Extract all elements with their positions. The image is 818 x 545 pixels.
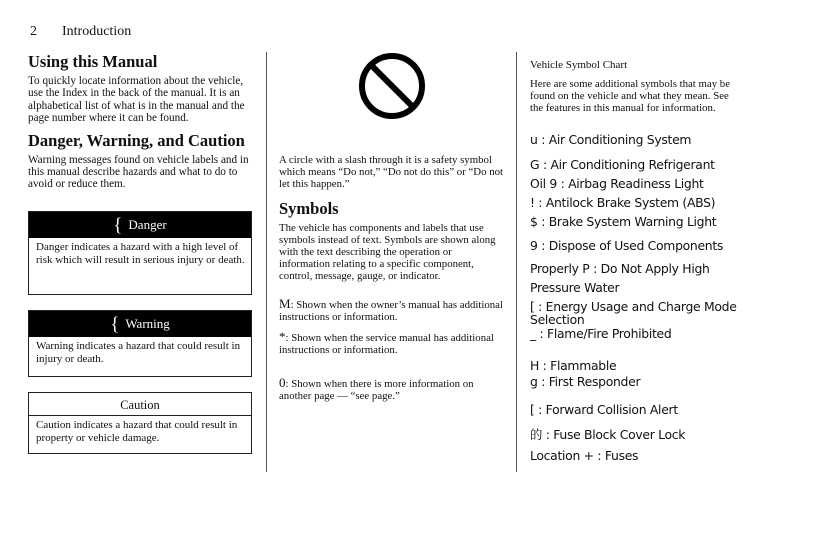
danger-box-text: Danger indicates a hazard with a high level of risk which will result in serious injury or death.	[36, 241, 245, 266]
symbol-item: G : Air Conditioning Refrigerant	[530, 157, 715, 172]
symbol-item: $ : Brake System Warning Light	[530, 214, 717, 229]
vehicle-symbol-chart-intro: Here are some additional symbols that may be found on the vehicle and what they mean. See the features in this manual for information.	[530, 78, 730, 114]
symbol-item: Properly P : Do Not Apply High	[530, 261, 710, 276]
warning-box-text: Warning indicates a hazard that could result in injury or death.	[36, 340, 241, 365]
symbol-item: 的 : Fuse Block Cover Lock	[530, 427, 686, 442]
danger-box	[28, 211, 252, 295]
warning-box-header	[29, 311, 251, 337]
symbol-item: Oil 9 : Airbag Readiness Light	[530, 176, 704, 191]
service-manual-icon: *	[279, 329, 286, 344]
owner-manual-icon: M	[279, 296, 291, 311]
danger-warning-caution-text: Warning messages found on vehicle labels and in this manual describe hazards and what to do to avoid or reduce them.	[28, 153, 249, 191]
caution-box-text: Caution indicates a hazard that could result in property or vehicle damage.	[36, 419, 238, 444]
danger-warning-caution-heading: Danger, Warning, and Caution	[28, 130, 245, 150]
circle-slash-description: A circle with a slash through it is a safety symbol which means “Do not,” “Do not do this” or “Do not let this happen.”	[279, 154, 503, 190]
warning-symbol-icon: {	[110, 314, 120, 335]
column-1	[28, 52, 252, 191]
warning-box	[28, 310, 252, 377]
column-divider	[266, 52, 267, 472]
symbol-item: H : Flammable	[530, 358, 617, 373]
symbol-item: ! : Antilock Brake System (ABS)	[530, 195, 716, 210]
service-manual-symbol-note: *: Shown when the service manual has additional instructions or information.	[279, 329, 494, 356]
section-title: Introduction	[62, 24, 132, 39]
warning-symbol-icon: {	[113, 215, 123, 236]
column-divider	[516, 52, 517, 472]
warning-label: Warning	[125, 316, 170, 331]
using-manual-heading: Using this Manual	[28, 52, 158, 71]
symbol-item: Pressure Water	[530, 280, 620, 295]
see-page-symbol-note: 0: Shown when there is more information on another page — “see page.”	[279, 375, 474, 402]
symbol-item: Location + : Fuses	[530, 448, 639, 463]
symbol-item: 9 : Dispose of Used Components	[530, 238, 724, 253]
danger-label: Danger	[128, 217, 167, 232]
symbol-item: [ : Forward Collision Alert	[530, 402, 678, 417]
using-manual-text: To quickly locate information about the vehicle, use the Index in the back of the manual. It is an alphabetical list of what is in the manual and the page number where it can be found.	[28, 75, 245, 125]
symbols-text: The vehicle has components and labels that use symbols instead of text. Symbols are shown along with the text describing the operation or information relating to a specific component, control, message, gauge, or indicator.	[279, 222, 496, 282]
do-not-circle-slash-icon	[354, 50, 430, 122]
page-number: 2	[30, 24, 37, 39]
symbol-item: Selection	[530, 312, 585, 327]
caution-box	[28, 392, 252, 454]
symbol-item: _ : Flame/Fire Prohibited	[530, 326, 672, 341]
symbols-heading: Symbols	[279, 199, 339, 218]
symbol-item: u : Air Conditioning System	[530, 132, 692, 147]
symbol-item: g : First Responder	[530, 374, 641, 389]
see-page-icon: 0	[279, 375, 286, 390]
danger-box-header	[29, 212, 251, 238]
owner-manual-symbol-note: M: Shown when the owner’s manual has additional instructions or information.	[279, 296, 503, 323]
symbols-section	[279, 199, 503, 282]
vehicle-symbol-chart-title: Vehicle Symbol Chart	[530, 59, 628, 71]
caution-label: Caution	[29, 393, 251, 416]
symbol-item: [ : Energy Usage and Charge Mode	[530, 299, 737, 314]
